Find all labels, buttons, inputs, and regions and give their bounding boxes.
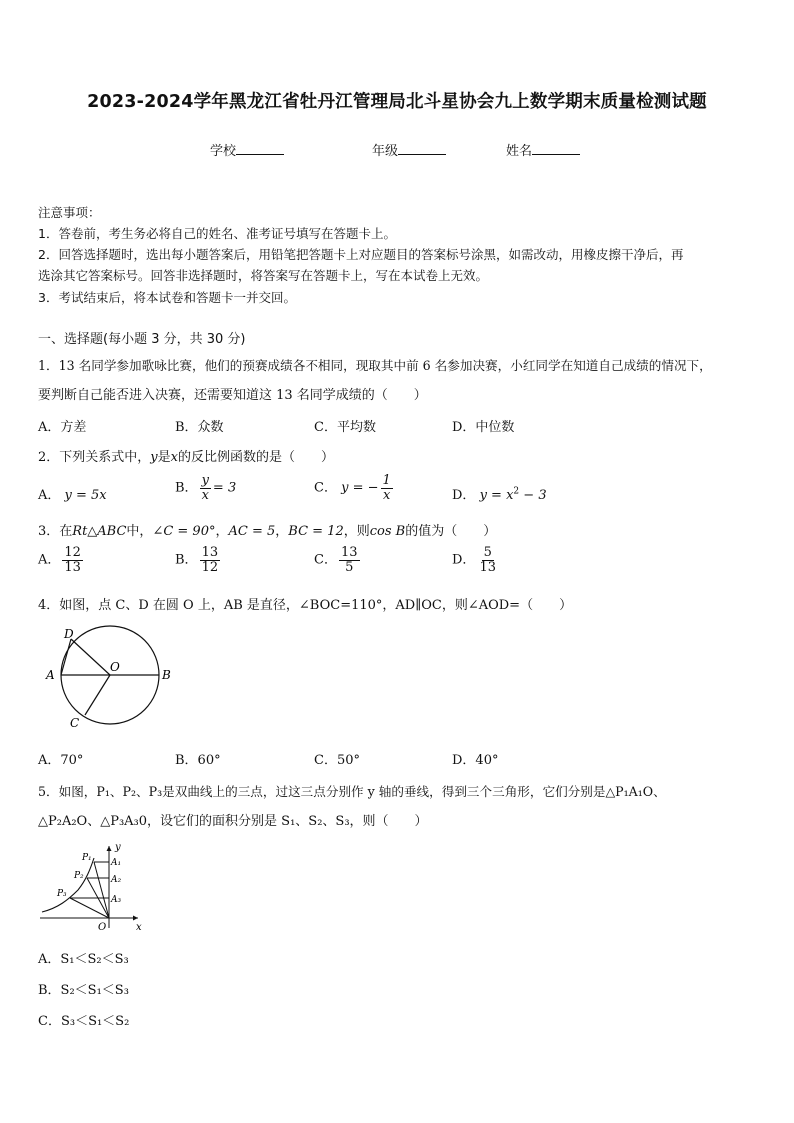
q1-option-c[interactable]: C．平均数 [314, 420, 376, 435]
q4-segment-oc [85, 675, 110, 715]
q3-bc: BC = 12 [288, 524, 344, 539]
q5-hyperbola-curve [42, 858, 94, 912]
school-field [210, 140, 284, 159]
q3-a-fraction [62, 546, 83, 574]
q3-cosb: cos B [369, 524, 406, 539]
q3-stem [38, 520, 496, 539]
q4-label-b: B [162, 668, 171, 682]
q1-option-d[interactable]: D．中位数 [452, 420, 515, 435]
q2-b-num: y [201, 473, 209, 488]
section-heading: 一、选择题(每小题 3 分，共 30 分) [38, 332, 246, 347]
q5-label-o: O [98, 922, 107, 932]
q4-circle-figure [38, 624, 178, 734]
q1-option-a[interactable]: A．方差 [38, 420, 87, 435]
q3-sep2: ， [275, 524, 289, 539]
q2-b-fraction [200, 474, 211, 502]
q2-stem-post: 的反比例函数的是（ ） [178, 450, 335, 465]
q5-option-c[interactable]: C．S₃＜S₁＜S₂ [38, 1014, 130, 1029]
q2-option-b[interactable] [175, 474, 236, 502]
q3-stem-mid1: 中， [126, 524, 153, 539]
q3-stem-mid2: ，则 [343, 524, 370, 539]
note-item-2: 2．回答选择题时，选出每小题答案后，用铅笔把答题卡上对应题目的答案标号涂黑，如需改动，用橡皮擦干净后，再 [38, 247, 684, 262]
q2-c-den: x [382, 487, 391, 503]
q3-b-num: 13 [201, 545, 219, 560]
q3-d-fraction [477, 546, 498, 574]
q5-option-b[interactable]: B．S₂＜S₁＜S₃ [38, 983, 129, 998]
q5-p1-to-o [94, 862, 109, 918]
q3-option-a[interactable] [38, 546, 85, 574]
q2-b-label: B． [175, 480, 198, 496]
q5-hyperbola-figure [38, 840, 148, 932]
q5-label-a2: A₂ [111, 875, 122, 885]
q5-x-arrow [133, 916, 138, 921]
q3-c-fraction [339, 546, 360, 574]
q3-d-num: 5 [483, 545, 492, 560]
q5-label-p2: P₂ [74, 871, 84, 881]
note-item-3: 3．考试结束后，将本试卷和答题卡一并交回。 [38, 290, 296, 305]
name-blank[interactable] [532, 142, 580, 155]
q2-d-expr: y = x [479, 488, 514, 503]
q2-b-rest: = 3 [212, 480, 237, 496]
grade-label: 年级 [372, 144, 399, 159]
q3-option-d[interactable] [452, 546, 500, 574]
q1-line2: 要判断自己能否进入决赛，还需要知道这 13 名同学成绩的（ ） [38, 388, 427, 403]
q4-option-b[interactable]: B．60° [175, 753, 221, 768]
note-item-1: 1．答卷前，考生务必将自己的姓名、准考证号填写在答题卡上。 [38, 226, 396, 241]
q1-option-b[interactable]: B．众数 [175, 420, 224, 435]
school-blank[interactable] [236, 142, 284, 155]
q4-option-c[interactable]: C．50° [314, 753, 360, 768]
school-label: 学校 [210, 144, 237, 159]
q5-option-a[interactable]: A．S₁＜S₂＜S₃ [38, 952, 129, 967]
q3-a-num: 12 [64, 545, 81, 560]
notes-heading: 注意事项： [38, 205, 101, 220]
q2-d-sup: 2 [513, 486, 520, 497]
q3-a-den: 13 [64, 559, 81, 575]
q4-segment-ad [61, 639, 71, 675]
q5-label-p3: P₃ [57, 889, 67, 899]
q5-label-a3: A₃ [111, 895, 122, 905]
q2-b-den: x [201, 487, 209, 503]
q2-c-label: C． [314, 480, 337, 496]
q3-d-label: D． [452, 552, 476, 568]
q4-label-o: O [110, 660, 120, 674]
q3-b-den: 12 [201, 559, 219, 575]
page-title: 2023-2024学年黑龙江省牡丹江管理局北斗星协会九上数学期末质量检测试题 [87, 92, 707, 112]
q4-label-d: D [64, 627, 74, 641]
q2-stem-mid: 是 [157, 450, 171, 465]
q4-label-c: C [70, 716, 80, 730]
q3-triangle: Rt△ABC [72, 524, 127, 539]
q3-stem-post: 的值为（ ） [405, 524, 497, 539]
grade-blank[interactable] [398, 142, 446, 155]
q5-line2: △P₂A₂O、△P₃A₃0，设它们的面积分别是 S₁、S₂、S₃，则（ ） [38, 814, 428, 829]
q2-a-label: A． [38, 488, 61, 503]
q5-label-y: y [115, 842, 121, 853]
name-field [506, 140, 580, 159]
q4-option-a[interactable]: A．70° [38, 753, 84, 768]
q3-b-fraction [200, 546, 221, 574]
q5-y-arrow [107, 846, 112, 851]
q2-c-num: 1 [382, 473, 391, 488]
q5-label-x: x [136, 922, 142, 932]
q3-b-label: B． [175, 552, 198, 568]
q5-line1: 5．如图，P₁、P₂、P₃是双曲线上的三点，过这三点分别作 y 轴的垂线，得到三个三角形，它们分别是△P₁A₁O、 [38, 784, 666, 799]
q2-stem [38, 446, 334, 465]
q3-d-den: 13 [479, 559, 496, 575]
q3-a-label: A． [38, 552, 61, 568]
q3-c-den: 5 [345, 559, 354, 575]
q4-option-d[interactable]: D．40° [452, 753, 499, 768]
q5-label-a1: A₁ [111, 858, 122, 868]
grade-field [372, 140, 446, 159]
q3-angle: ∠C = 90° [152, 524, 216, 539]
q2-var-y: y [150, 450, 158, 465]
q3-c-num: 13 [340, 545, 358, 560]
q2-c-pre: y = − [341, 480, 379, 496]
q3-ac: AC = 5 [228, 524, 276, 539]
q4-stem: 4．如图，点 C、D 在圆 O 上，AB 是直径，∠BOC=110°，AD∥OC，则∠AOD=（ ） [38, 598, 573, 613]
q4-label-a: A [46, 668, 55, 682]
name-label: 姓名 [506, 144, 533, 159]
q2-c-fraction [381, 474, 393, 502]
q1-line1: 1．13 名同学参加歌咏比赛，他们的预赛成绩各不相同，现取其中前 6 名参加决赛，小红同学在知道自己成绩的情况下， [38, 358, 712, 373]
q3-option-c[interactable] [314, 546, 362, 574]
q3-c-label: C． [314, 552, 337, 568]
q3-option-b[interactable] [175, 546, 222, 574]
q2-option-d[interactable] [452, 484, 547, 503]
q2-var-x: x [170, 450, 178, 465]
q3-sep1: ， [215, 524, 229, 539]
note-item-2-cont: 选涂其它答案标号。回答非选择题时，将答案写在答题卡上，写在本试卷上无效。 [38, 268, 489, 283]
q3-stem-pre: 3．在 [38, 524, 73, 539]
q2-a-expr: y = 5x [64, 488, 107, 503]
q5-label-p1: P₁ [82, 853, 92, 863]
q2-option-c[interactable] [314, 474, 395, 502]
q2-option-a[interactable] [38, 484, 107, 503]
q2-d-label: D． [452, 488, 476, 503]
q2-stem-pre: 2．下列关系式中， [38, 450, 151, 465]
q2-d-rest: − 3 [523, 488, 547, 503]
q4-segment-od [71, 639, 110, 675]
